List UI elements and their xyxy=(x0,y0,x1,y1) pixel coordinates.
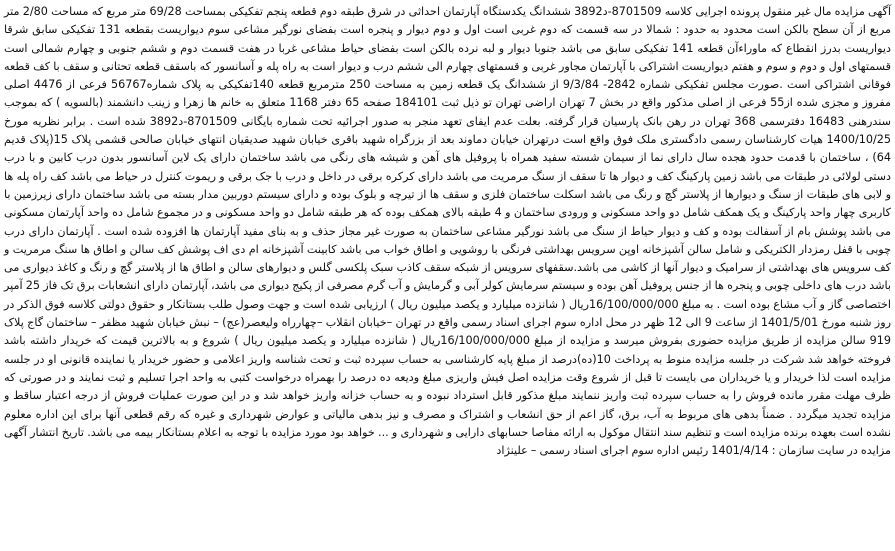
auction-notice-text: آگهی مزایده مال غیر منقول پرونده اجرایی کلاسه 8701509-د3892 ششدانگ یکدستگاه آپارتمان احداثی در شرق طبقه دوم قطعه پنجم تفکیکی بمساحت 69/28 متر مربع که مساحت 2/80 متر مربع از آن سطح بالکن است محدود به حدود : شمالا در سه قسمت که دوم غربی است اول و دوم دیوار و پنجره است بفضای نورگیر مشاعی سوم دیواریست بقطعه 131 تفکیکی سابق شرقا دیواریست بدرز انقطاع که ماوراءآن قطعه 141 تفکیکی سابق می باشد جنوبا دیوار و لبه نرده بالکن است بفضای حیاط مشاعی غربا در هفت قسمت دوم و ششم جنوبی و چهارم شمالی است قسمتهای اول و دوم و سوم و هفتم دیواریست اشتراکی با آپارتمان مجاور غربی و قسمتهای چهارم الی ششم درب و دیوار است به راه پله و آسانسور که باسقف قطعه تحتانی و سقف با کف قطعه فوقانی اشتراکی است .صورت مجلس تفکیکی شماره 2842- 9/3/84 از ششدانگ یک قطعه زمین به مساحت 250 مترمربع قطعه 140تفکیکی به پلاک شماره56767 فرعی از 4476 اصلی مفروز و مجزی شده از55 فرعی از اصلی مذکور واقع در بخش 7 تهران اراضی تهران تو ذیل ثبت 184101 صفحه 65 دفتر 1168 متعلق به خانم ها زهرا و زینب دانشمند (بالسویه ) که بموجب سندرهنی 16483 دفترسمی 368 تهران در رهن بانک پارسیان قرار گرفته. بعلت عدم ایفای تعهد منجر به صدور اجرائیه تحت شماره بایگانی 8701509-د3892 شده است . برابر نظریه مورخ 1400/10/25 هیات کارشناسان رسمی دادگستری ملک فوق واقع است درتهران خیابان دماوند بعد از بزرگراه شهید باقری خیابان شهید صدیقیان انتهای خیابان صالحی قشمی پلاک 15(پلاک قدیم 64) ، ساختمان با قدمت حدود هجده سال دارای نما از سیمان شسته سفید همراه با پروفیل های آهن و شیشه های رنگی می باشد ساختمان دارای یک لاین آسانسور بدون درب کابین و با درب دستی لولائی در طبقات می باشد زمین پارکینگ کف و دیوار ها تا سقف از سنگ مرمریت می باشد دارای کرکره برقی در داخل و درب با جک برقی و ریموت کنترل در حیاط می باشد کف راه پله ها و لابی های طبقات از سنگ و دیوارها از پلاستر گچ و رنگ می باشد اسکلت ساختمان فلزی و سقف ها از تیرچه و بلوک بوده و دارای سیستم دوربین مدار بسته می باشد ساختمان دارای زیرزمین با کاربری چهار واحد پارکینگ و یک همکف شامل دو واحد مسکونی و ورودی ساختمان و 4 طبقه بالای همکف بوده که هر طبقه شامل دو واحد مسکونی و در مجموع شامل ده واحد آپارتمان مسکونی می باشد پوشش بام از آسفالت بوده و کف و دیوار حیاط از سنگ می باشد نورگیر مشاعی ساختمان به صورت غیر مجاز حذف و به بنای مفید آپارتمان ها افزوده شده است . آپارتمان دارای درب چوبی با قفل رمزدار الکتریکی و شامل سالن آشپزخانه اوپن سرویس بهداشتی فرنگی با روشویی و اطاق خواب می باشد کابینت آشپزخانه ام دی اف پوشش کف سالن و اطاق ها سنگ مرمریت و کف سرویس های بهداشتی از سرامیک و دیوار آنها از کاشی می باشد.سقفهای سرویس از شبکه سقف کاذب سبک پلکسی گلس و دیوارهای سالن و اطاق ها از پلاستر گچ و رنگ و کاغذ دیواری می باشد درب های داخلی چوبی و پنجره ها از جنس پروفیل آهن بوده و سیستم سرمایش کولر آبی و گرمایش و آب گرم مصرفی از پکیج دیواری می باشد، آپارتمان دارای انشعابات برق تک فاز 25 آمپر اختصاصی گاز و آب مشاع بوده است . به مبلغ 16/100/000/000ریال ( شانزده میلیارد و یکصد میلیون ریال ) ارزیابی شده است و جهت وصول طلب بستانکار و حقوق دولتی کلاسه فوق الذکر در روز شنبه مورخ 1401/5/01 از ساعت 9 الی 12 ظهر در محل اداره سوم اجرای اسناد رسمی واقع در تهران –خیابان انقلاب –چهارراه ولیعصر(عج) – نبش خیابان شهید مظفر – ساختمان گاج پلاک 919 سالن مزایده از طریق مزایده حضوری بفروش میرسد و مزایده از مبلغ 16/100/000/000ریال ( شانزده میلیارد و یکصد میلیون ریال ) شروع و به بالاترین قیمت که خریدار داشته باشد فروخته خواهد شد شرکت در جلسه مزایده منوط به پرداخت 10(ده)درصد از مبلغ پایه کارشناسی به حساب سپرده ثبت و تحت شناسه واریز اعلامی و حضور خریدار یا نماینده قانونی او در جلسه مزایده است لذا خریدار و یا خریداران می بایست تا قبل از شروع وقت مزایده اصل فیش واریزی مبلغ ودیعه ده درصد را بهمراه درخواست کتبی به واحد اجرا تسلیم و ثبت نمایند و در صورتی که ظرف مهلت مقرر مانده فروش را به حساب سپرده ثبت واریز ننمایند مبلغ مذکور قابل استرداد نبوده و به حساب خزانه واریز خواهد شد و در این صورت عملیات فروش از درجه اعتبار ساقط و مزایده تجدید میگردد . ضمناً بدهی های مربوط به آب، برق، گاز اعم از حق انشعاب و اشتراک و مصرف و نیز بدهی مالیاتی و عوارض شهرداری و غیره که رقم قطعی آنها برای این اداره معلوم نشده است بعهده برنده مزایده است و تنظیم سند انتقال موکول به ارائه مفاصا حسابهای دارایی و شهرداری و ... خواهد بود مورد مزایده با توجه به اعلام بستانکار بیمه می باشد. تاریخ انتشار آگهی مزایده در سایت سازمان : 1401/4/14 رئیس اداره سوم اجرای اسناد رسمی – علینژاد xyxy=(4,5,892,458)
